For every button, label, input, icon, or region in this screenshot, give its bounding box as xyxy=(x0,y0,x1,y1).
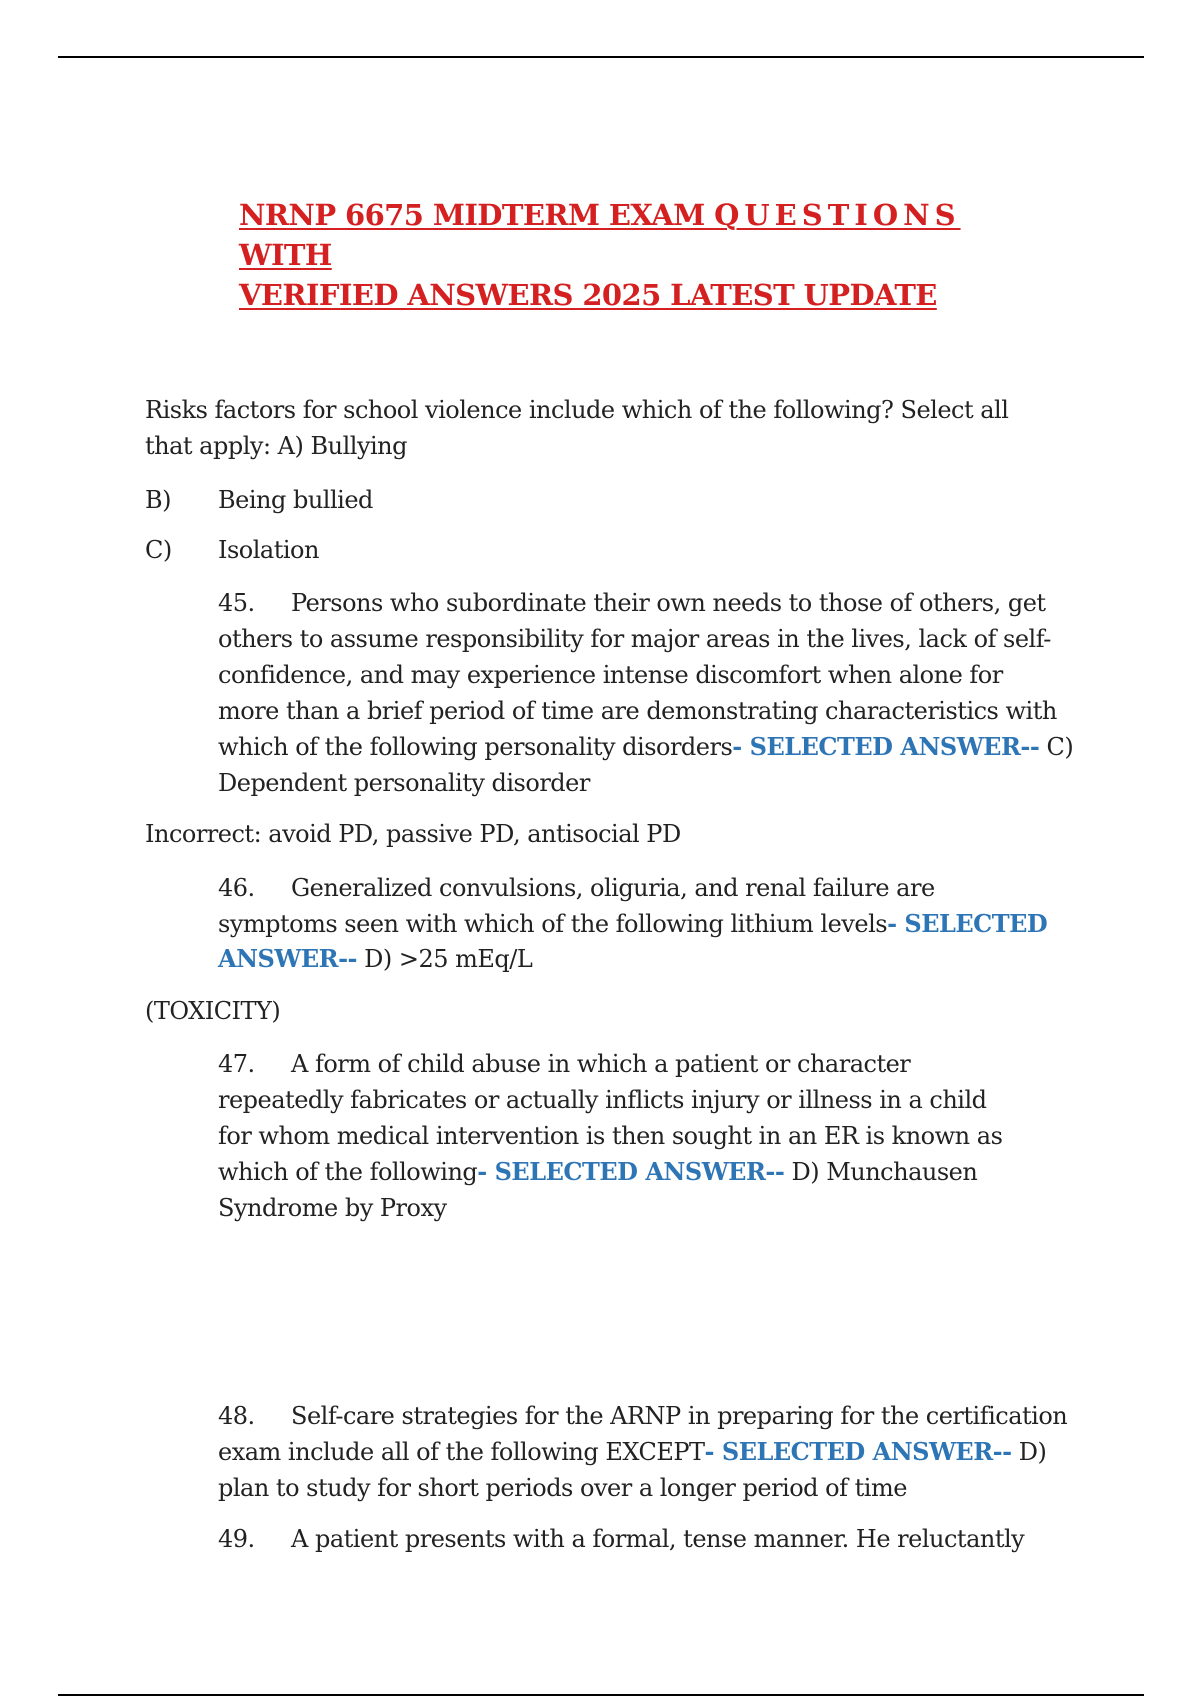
q48-line3: plan to study for short periods over a longer period of time xyxy=(218,1474,907,1502)
q47-number: 47. xyxy=(218,1050,255,1078)
option-b-letter: B) xyxy=(145,486,171,514)
q48-line1: 48. Self-care strategies for the ARNP in preparing for the certification xyxy=(218,1398,1067,1434)
intro-line2: that apply: A) Bullying xyxy=(145,432,407,460)
option-b-text: Being bullied xyxy=(218,486,373,514)
document-title xyxy=(239,195,1039,315)
q46-line2: symptoms seen with which of the following lithium levels- SELECTED xyxy=(218,909,1048,938)
q47-line4: which of the following- SELECTED ANSWER-- D) Munchausen xyxy=(218,1157,978,1186)
q46-line1: 46. Generalized convulsions, oliguria, and renal failure are xyxy=(218,870,935,906)
q45-line1: 45. Persons who subordinate their own needs to those of others, get xyxy=(218,585,1046,621)
title-line1-a: NRNP 6675 MIDTERM EXAM xyxy=(239,198,715,232)
top-rule xyxy=(58,56,1144,58)
option-c-text: Isolation xyxy=(218,536,319,564)
q45-line2: others to assume responsibility for major areas in the lives, lack of self- xyxy=(218,625,1051,653)
selected-answer-label: ANSWER-- xyxy=(218,944,358,973)
q46-number: 46. xyxy=(218,874,255,902)
selected-answer-label: - SELECTED ANSWER-- xyxy=(732,732,1040,761)
q48-line2: exam include all of the following EXCEPT- SELECTED ANSWER-- D) xyxy=(218,1437,1047,1466)
title-line2: VERIFIED ANSWERS 2025 LATEST UPDATE xyxy=(239,278,937,312)
title-line1-c: WITH xyxy=(239,238,332,272)
intro-line1: Risks factors for school violence include which of the following? Select all xyxy=(145,396,1009,424)
q45-note: Incorrect: avoid PD, passive PD, antisocial PD xyxy=(145,820,681,848)
option-c-letter: C) xyxy=(145,536,172,564)
q46-line3: ANSWER-- D) >25 mEq/L xyxy=(218,944,533,973)
q47-line3: for whom medical intervention is then sought in an ER is known as xyxy=(218,1122,1003,1150)
bottom-rule xyxy=(58,1694,1144,1696)
q47-line2: repeatedly fabricates or actually inflicts injury or illness in a child xyxy=(218,1086,987,1114)
q49-number: 49. xyxy=(218,1525,255,1553)
selected-answer-label: - SELECTED ANSWER-- xyxy=(704,1437,1012,1466)
q45-line4: more than a brief period of time are demonstrating characteristics with xyxy=(218,697,1057,725)
q48-number: 48. xyxy=(218,1402,255,1430)
selected-answer-label: - SELECTED xyxy=(887,909,1048,938)
selected-answer-label: - SELECTED ANSWER-- xyxy=(477,1157,785,1186)
q46-note: (TOXICITY) xyxy=(145,997,281,1025)
q45-number: 45. xyxy=(218,589,255,617)
q47-line1: 47. A form of child abuse in which a patient or character xyxy=(218,1046,910,1082)
title-line1-b: QUESTIONS xyxy=(714,198,961,232)
q45-line3: confidence, and may experience intense discomfort when alone for xyxy=(218,661,1003,689)
q45-line6: Dependent personality disorder xyxy=(218,769,590,797)
q45-line5: which of the following personality disorders- SELECTED ANSWER-- C) xyxy=(218,732,1074,761)
q47-line5: Syndrome by Proxy xyxy=(218,1194,447,1222)
q49-line1: 49. A patient presents with a formal, tense manner. He reluctantly xyxy=(218,1521,1024,1557)
